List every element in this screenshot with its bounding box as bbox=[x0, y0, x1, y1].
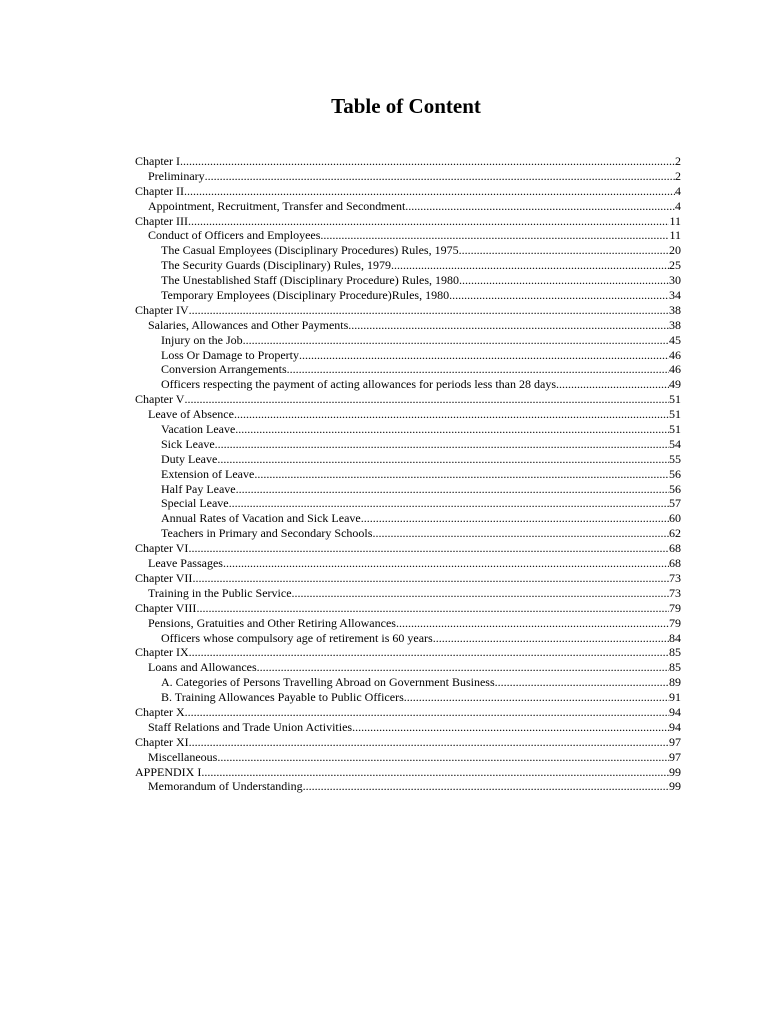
toc-entry-page-number: 97 bbox=[669, 734, 681, 749]
toc-dot-leader bbox=[459, 243, 669, 258]
toc-entry-label: Salaries, Allowances and Other Payments bbox=[148, 317, 349, 332]
toc-dot-leader bbox=[196, 601, 669, 616]
toc-dot-leader bbox=[459, 273, 669, 288]
toc-entry-label: The Casual Employees (Disciplinary Procedures) Rules, 1975 bbox=[161, 243, 459, 258]
toc-dot-leader bbox=[391, 258, 669, 273]
toc-dot-leader bbox=[254, 467, 669, 482]
toc-entry-page-number: 11 bbox=[669, 228, 681, 243]
toc-entry-page-number: 73 bbox=[669, 585, 681, 600]
toc-entry[interactable] bbox=[135, 437, 681, 452]
toc-entry-label: Training in the Public Service bbox=[148, 585, 292, 600]
toc-entry-page-number: 55 bbox=[669, 451, 681, 466]
toc-entry[interactable] bbox=[135, 631, 681, 646]
toc-entry-page-number: 4 bbox=[675, 198, 681, 213]
toc-entry-page-number: 45 bbox=[669, 332, 681, 347]
toc-entry[interactable] bbox=[135, 779, 681, 794]
toc-entry-label: A. Categories of Persons Travelling Abroad on Government Business bbox=[161, 675, 495, 690]
toc-dot-leader bbox=[189, 303, 669, 318]
toc-dot-leader bbox=[287, 362, 669, 377]
toc-entry[interactable] bbox=[135, 720, 681, 735]
toc-entry-label: Miscellaneous bbox=[148, 749, 218, 764]
toc-entry[interactable] bbox=[135, 392, 681, 407]
toc-dot-leader bbox=[184, 392, 669, 407]
toc-dot-leader bbox=[320, 228, 669, 243]
toc-entry-label: Chapter I bbox=[135, 154, 180, 168]
toc-entry-page-number: 4 bbox=[675, 183, 681, 198]
toc-dot-leader bbox=[217, 750, 669, 765]
toc-entry[interactable] bbox=[135, 407, 681, 422]
toc-entry[interactable] bbox=[135, 362, 681, 377]
toc-entry-page-number: 56 bbox=[669, 481, 681, 496]
toc-dot-leader bbox=[188, 214, 669, 229]
toc-dot-leader bbox=[433, 631, 669, 646]
toc-entry[interactable] bbox=[135, 660, 681, 675]
toc-entry-page-number: 46 bbox=[669, 362, 681, 377]
toc-entry[interactable] bbox=[135, 318, 681, 333]
toc-entry[interactable] bbox=[135, 243, 681, 258]
toc-entry-page-number: 99 bbox=[669, 779, 681, 794]
toc-entry-label: Chapter VII bbox=[135, 570, 193, 585]
toc-entry-page-number: 56 bbox=[669, 466, 681, 481]
toc-entry[interactable] bbox=[135, 184, 681, 199]
toc-entry-label: Special Leave bbox=[161, 496, 229, 511]
toc-entry-label: Injury on the Job bbox=[161, 332, 243, 347]
toc-entry[interactable] bbox=[135, 541, 681, 556]
toc-dot-leader bbox=[188, 541, 669, 556]
toc-entry-label: Chapter VI bbox=[135, 541, 189, 556]
toc-entry-page-number: 85 bbox=[669, 645, 681, 660]
toc-dot-leader bbox=[189, 735, 669, 750]
toc-entry[interactable] bbox=[135, 511, 681, 526]
toc-entry[interactable] bbox=[135, 645, 681, 660]
toc-entry-page-number: 51 bbox=[669, 392, 681, 407]
toc-dot-leader bbox=[299, 348, 669, 363]
toc-entry-page-number: 62 bbox=[669, 526, 681, 541]
toc-entry-label: Chapter V bbox=[135, 392, 185, 407]
toc-dot-leader bbox=[201, 765, 669, 780]
toc-entry[interactable] bbox=[135, 735, 681, 750]
toc-entry-page-number: 60 bbox=[669, 511, 681, 526]
toc-entry[interactable] bbox=[135, 556, 681, 571]
toc-entry-label: Annual Rates of Vacation and Sick Leave bbox=[161, 511, 361, 526]
toc-entry-page-number: 79 bbox=[669, 600, 681, 615]
toc-entry[interactable] bbox=[135, 154, 681, 169]
toc-entry[interactable] bbox=[135, 616, 681, 631]
toc-dot-leader bbox=[405, 199, 675, 214]
toc-entry[interactable] bbox=[135, 303, 681, 318]
toc-dot-leader bbox=[495, 675, 669, 690]
toc-entry-page-number: 38 bbox=[669, 302, 681, 317]
toc-dot-leader bbox=[229, 496, 669, 511]
toc-entry-page-number: 46 bbox=[669, 347, 681, 362]
toc-entry-label: Leave Passages bbox=[148, 556, 223, 571]
toc-entry[interactable] bbox=[135, 333, 681, 348]
toc-entry-page-number: 30 bbox=[669, 273, 681, 288]
toc-entry-label: The Unestablished Staff (Disciplinary Procedure) Rules, 1980 bbox=[161, 273, 460, 288]
toc-entry[interactable] bbox=[135, 228, 681, 243]
toc-entry-label: APPENDIX I bbox=[135, 764, 202, 779]
toc-entry-label: Extension of Leave bbox=[161, 466, 255, 481]
toc-entry-label: Chapter IX bbox=[135, 645, 189, 660]
toc-entry[interactable] bbox=[135, 214, 681, 229]
toc-entry-label: Officers whose compulsory age of retirement is 60 years bbox=[161, 630, 433, 645]
toc-dot-leader bbox=[257, 660, 669, 675]
toc-entry[interactable] bbox=[135, 705, 681, 720]
toc-dot-leader bbox=[189, 645, 669, 660]
toc-entry-label: Loss Or Damage to Property bbox=[161, 347, 299, 362]
toc-entry[interactable] bbox=[135, 199, 681, 214]
toc-entry-label: Half Pay Leave bbox=[161, 481, 236, 496]
toc-entry[interactable] bbox=[135, 765, 681, 780]
toc-entry[interactable] bbox=[135, 571, 681, 586]
toc-entry-label: Chapter III bbox=[135, 213, 188, 228]
toc-entry[interactable] bbox=[135, 273, 681, 288]
toc-entry-page-number: 51 bbox=[669, 407, 681, 422]
toc-entry-page-number: 54 bbox=[669, 436, 681, 451]
toc-entry-label: Loans and Allowances bbox=[148, 660, 257, 675]
toc-list bbox=[135, 154, 681, 794]
toc-entry[interactable] bbox=[135, 601, 681, 616]
toc-entry[interactable] bbox=[135, 750, 681, 765]
toc-entry[interactable] bbox=[135, 586, 681, 601]
toc-dot-leader bbox=[556, 377, 669, 392]
toc-entry-label: Chapter X bbox=[135, 704, 185, 719]
toc-dot-leader bbox=[303, 779, 669, 794]
toc-entry-label: Conversion Arrangements bbox=[161, 362, 287, 377]
toc-entry-page-number: 51 bbox=[669, 422, 681, 437]
toc-entry-label: Sick Leave bbox=[161, 436, 215, 451]
toc-dot-leader bbox=[243, 333, 669, 348]
toc-entry-label: Duty Leave bbox=[161, 451, 218, 466]
toc-entry-page-number: 11 bbox=[669, 213, 681, 228]
toc-entry[interactable] bbox=[135, 377, 681, 392]
toc-dot-leader bbox=[236, 482, 669, 497]
toc-entry-label: Chapter II bbox=[135, 183, 184, 198]
page-title: Table of Content bbox=[331, 94, 481, 118]
toc-dot-leader bbox=[348, 318, 669, 333]
toc-dot-leader bbox=[449, 288, 669, 303]
toc-entry-label: Vacation Leave bbox=[161, 422, 236, 437]
toc-entry-page-number: 99 bbox=[669, 764, 681, 779]
toc-entry-page-number: 38 bbox=[669, 317, 681, 332]
toc-dot-leader bbox=[234, 407, 669, 422]
toc-entry[interactable] bbox=[135, 258, 681, 273]
toc-dot-leader bbox=[404, 690, 669, 705]
toc-entry-label: B. Training Allowances Payable to Public Officers bbox=[161, 690, 404, 705]
toc-entry[interactable] bbox=[135, 482, 681, 497]
toc-entry-label: Chapter VIII bbox=[135, 600, 197, 615]
toc-entry[interactable] bbox=[135, 452, 681, 467]
toc-dot-leader bbox=[215, 437, 669, 452]
toc-dot-leader bbox=[223, 556, 669, 571]
toc-dot-leader bbox=[184, 184, 675, 199]
toc-entry-page-number: 34 bbox=[669, 288, 681, 303]
toc-entry-label: Leave of Absence bbox=[148, 407, 234, 422]
toc-entry-page-number: 49 bbox=[669, 377, 681, 392]
toc-entry-page-number: 85 bbox=[669, 660, 681, 675]
toc-entry-label: Appointment, Recruitment, Transfer and Secondment bbox=[148, 198, 406, 213]
toc-dot-leader bbox=[180, 154, 675, 169]
toc-dot-leader bbox=[352, 720, 669, 735]
toc-entry-label: Staff Relations and Trade Union Activities bbox=[148, 719, 353, 734]
toc-entry-label: Chapter IV bbox=[135, 302, 189, 317]
toc-entry-label: Preliminary bbox=[148, 168, 205, 183]
toc-dot-leader bbox=[396, 616, 669, 631]
toc-entry-page-number: 97 bbox=[669, 749, 681, 764]
toc-entry-label: Teachers in Primary and Secondary Schools bbox=[161, 526, 373, 541]
toc-entry-page-number: 2 bbox=[675, 168, 681, 183]
toc-entry[interactable] bbox=[135, 496, 681, 511]
toc-entry-page-number: 89 bbox=[669, 675, 681, 690]
toc-dot-leader bbox=[372, 526, 669, 541]
toc-entry-label: Pensions, Gratuities and Other Retiring Allowances bbox=[148, 615, 396, 630]
toc-entry[interactable] bbox=[135, 422, 681, 437]
toc-entry-page-number: 68 bbox=[669, 556, 681, 571]
toc-entry-page-number: 84 bbox=[669, 630, 681, 645]
toc-entry[interactable] bbox=[135, 467, 681, 482]
toc-entry-label: The Security Guards (Disciplinary) Rules, 1979 bbox=[161, 258, 391, 273]
toc-entry-page-number: 94 bbox=[669, 704, 681, 719]
toc-dot-leader bbox=[361, 511, 669, 526]
toc-entry-page-number: 57 bbox=[669, 496, 681, 511]
toc-entry-page-number: 79 bbox=[669, 615, 681, 630]
toc-dot-leader bbox=[292, 586, 669, 601]
toc-entry-page-number: 25 bbox=[669, 258, 681, 273]
toc-entry-page-number: 20 bbox=[669, 243, 681, 258]
toc-entry-page-number: 73 bbox=[669, 570, 681, 585]
toc-dot-leader bbox=[192, 571, 669, 586]
toc-entry[interactable] bbox=[135, 526, 681, 541]
toc-dot-leader bbox=[185, 705, 669, 720]
toc-dot-leader bbox=[235, 422, 669, 437]
toc-entry[interactable] bbox=[135, 690, 681, 705]
toc-dot-leader bbox=[205, 169, 675, 184]
toc-entry-label: Temporary Employees (Disciplinary Procedure)Rules, 1980 bbox=[161, 288, 450, 303]
toc-entry-page-number: 94 bbox=[669, 719, 681, 734]
toc-dot-leader bbox=[217, 452, 669, 467]
toc-entry-page-number: 2 bbox=[675, 154, 681, 168]
toc-entry[interactable] bbox=[135, 288, 681, 303]
toc-entry-page-number: 91 bbox=[669, 690, 681, 705]
toc-entry-label: Officers respecting the payment of acting allowances for periods less than 28 days bbox=[161, 377, 556, 392]
toc-entry-label: Chapter XI bbox=[135, 734, 189, 749]
toc-entry[interactable] bbox=[135, 675, 681, 690]
toc-entry-label: Memorandum of Understanding bbox=[148, 779, 303, 794]
toc-entry[interactable] bbox=[135, 348, 681, 363]
toc-entry[interactable] bbox=[135, 169, 681, 184]
toc-entry-page-number: 68 bbox=[669, 541, 681, 556]
toc-entry-label: Conduct of Officers and Employees bbox=[148, 228, 321, 243]
